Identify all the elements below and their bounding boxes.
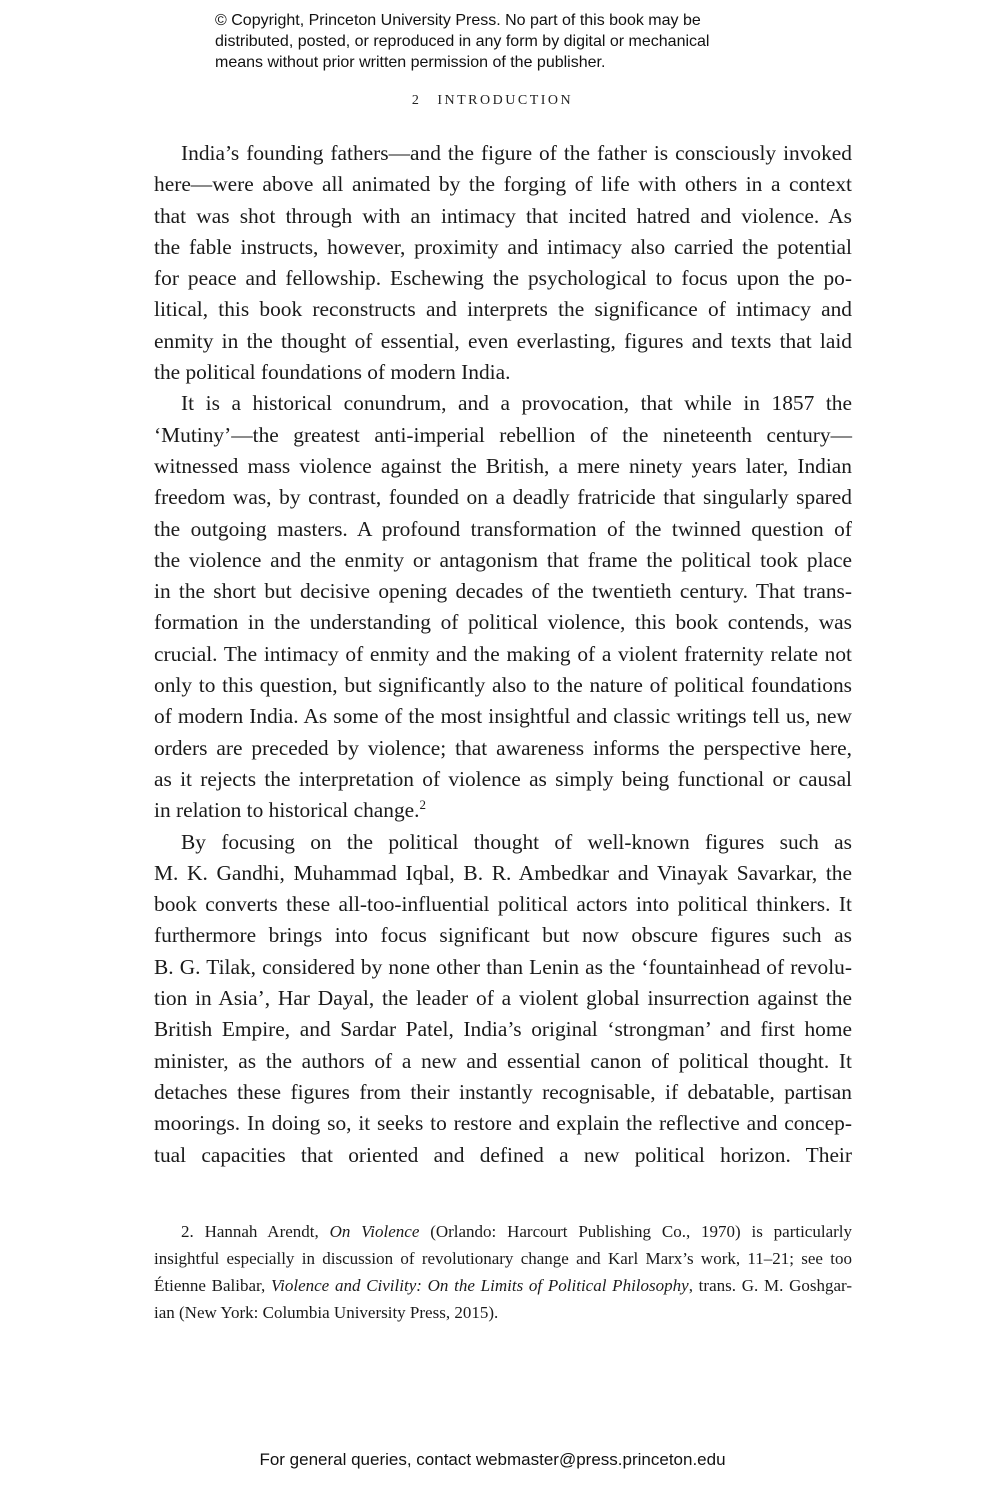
footnote-title: On Violence — [329, 1222, 420, 1241]
text-line: British Empire, and Sardar Patel, India’s original ‘strongman’ and first home — [154, 1017, 852, 1042]
text-line: litical, this book reconstructs and interprets the significance of intimacy and — [154, 297, 852, 322]
text-line: moorings. In doing so, it seeks to restore and explain the reflective and concep- — [154, 1111, 852, 1136]
footnote-line — [154, 1218, 852, 1245]
text-line: It is a historical conundrum, and a provocation, that while in 1857 the — [181, 391, 852, 416]
paragraph-1 — [154, 138, 852, 388]
footnote-title: Violence and Civility: On the Limits of Political Philosophy — [271, 1276, 689, 1295]
footnote-2 — [154, 1218, 852, 1326]
text-line: the violence and the enmity or antagonism that frame the political took place — [154, 547, 852, 572]
text-line: India’s founding fathers—and the figure of the father is consciously invoked — [181, 141, 852, 165]
text-line: B. G. Tilak, considered by none other than Lenin as the ‘fountainhead of revolu- — [154, 954, 852, 979]
footnote-text: Hannah Arendt, — [204, 1222, 330, 1241]
footnote-text: , trans. G. M. Goshgar- — [688, 1276, 853, 1295]
copyright-line: distributed, posted, or reproduced in any form by digital or mechanical — [215, 33, 710, 50]
body-text — [154, 138, 852, 1171]
text-line: orders are preceded by violence; that awareness informs the perspective here, — [154, 735, 852, 760]
footnote-line: insightful especially in discussion of revolutionary change and Karl Marx’s work, 11–21; see too — [154, 1249, 852, 1268]
text-line: here—were above all animated by the forging of life with others in a context — [154, 172, 852, 197]
page-number: 2 — [411, 93, 422, 108]
text-line: formation in the understanding of political violence, this book contends, was — [154, 610, 852, 635]
text-line: witnessed mass violence against the British, a mere ninety years later, Indian — [154, 453, 852, 478]
footnote-ref[interactable]: 2 — [419, 797, 427, 813]
paragraph-2 — [154, 388, 852, 826]
text-line: By focusing on the political thought of well-known figures such as — [181, 829, 852, 854]
footnote-text: (Orlando: Harcourt Publishing Co., 1970) is particularly — [419, 1222, 852, 1241]
text-line: M. K. Gandhi, Muhammad Iqbal, B. R. Ambedkar and Vinayak Savarkar, the — [154, 860, 852, 885]
text-line-content: in relation to historical change. — [154, 798, 420, 823]
text-line: crucial. The intimacy of enmity and the making of a violent fraternity relate not — [154, 641, 852, 666]
running-head — [0, 93, 985, 109]
text-line: the outgoing masters. A profound transformation of the twinned question of — [154, 516, 852, 541]
copyright-line: © Copyright, Princeton University Press. No part of this book may be — [215, 12, 701, 29]
text-line: book converts these all-too-influential political actors into political thinkers. It — [154, 892, 852, 917]
footnote-number: 2. — [181, 1222, 194, 1241]
text-line: freedom was, by contrast, founded on a deadly fratricide that singularly spared — [154, 485, 852, 510]
text-line: as it rejects the interpretation of violence as simply being functional or causal — [154, 766, 852, 791]
section-title: INTRODUCTION — [437, 93, 574, 108]
text-line: of modern India. As some of the most insightful and classic writings tell us, new — [154, 704, 852, 729]
text-line: for peace and fellowship. Eschewing the psychological to focus upon the po- — [154, 266, 852, 291]
text-line: ‘Mutiny’—the greatest anti-imperial rebellion of the nineteenth century— — [154, 422, 852, 447]
text-line — [154, 795, 852, 826]
text-line: only to this question, but significantly also to the nature of political foundations — [154, 673, 852, 698]
text-line: enmity in the thought of essential, even everlasting, figures and texts that laid — [154, 328, 852, 353]
text-line: detaches these figures from their instantly recognisable, if debatable, partisan — [154, 1079, 852, 1104]
footnote-text: Étienne Balibar, — [154, 1276, 272, 1295]
footer-contact: For general queries, contact webmaster@press.princeton.edu — [259, 1450, 726, 1469]
text-line: tual capacities that oriented and defined a new political horizon. Their — [154, 1142, 852, 1167]
text-line: the political foundations of modern India. — [154, 360, 511, 385]
copyright-notice — [215, 10, 815, 73]
text-line: the fable instructs, however, proximity and intimacy also carried the potential — [154, 234, 852, 259]
text-line: in the short but decisive opening decades of the twentieth century. That trans- — [154, 579, 852, 604]
text-line: furthermore brings into focus significant but now obscure figures such as — [154, 923, 852, 948]
copyright-line: means without prior written permission of the publisher. — [215, 54, 606, 71]
text-line: that was shot through with an intimacy that incited hatred and violence. As — [154, 203, 852, 228]
footnote-line — [154, 1272, 852, 1299]
text-line: tion in Asia’, Har Dayal, the leader of a violent global insurrection against the — [154, 986, 852, 1011]
text-line: minister, as the authors of a new and essential canon of political thought. It — [154, 1048, 852, 1073]
footnote-line: ian (New York: Columbia University Press, 2015). — [154, 1303, 499, 1322]
paragraph-3 — [154, 827, 852, 1171]
